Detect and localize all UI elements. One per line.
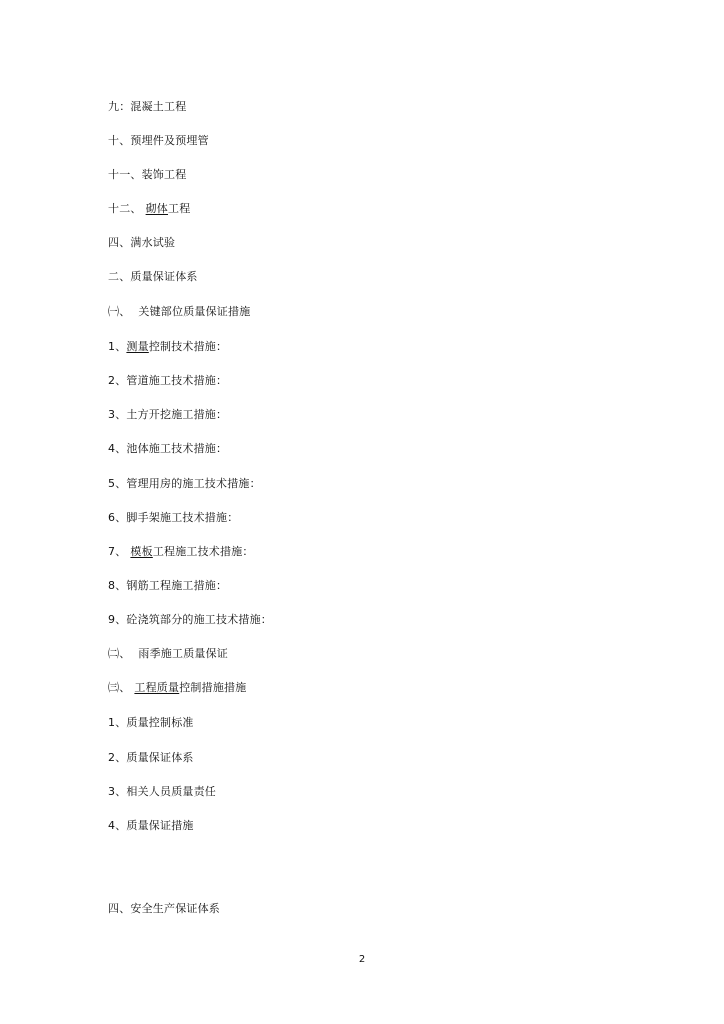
toc-line-rainy-season: ㈡、 雨季施工质量保证	[108, 647, 229, 660]
toc-line-tank-body: 4、池体施工技术措施：	[108, 442, 228, 455]
toc-line-decoration: 十一、装饰工程	[108, 168, 187, 181]
toc-line-safety-system: 四、安全生产保证体系	[108, 902, 220, 915]
toc-line-masonry: 十二、 砌体工程	[108, 202, 191, 215]
underlined-term: 砌体	[145, 202, 169, 215]
toc-line-key-parts: ㈠、 关键部位质量保证措施	[108, 305, 251, 318]
table-of-contents	[108, 0, 668, 1024]
toc-line-earthwork: 3、土方开挖施工措施：	[108, 408, 228, 421]
toc-line-water-test: 四、满水试验	[108, 236, 176, 249]
toc-line-embedded-parts: 十、预埋件及预埋管	[108, 134, 209, 147]
toc-line-quality-system: 二、质量保证体系	[108, 270, 198, 283]
toc-line-concrete: 九：混凝土工程	[108, 100, 187, 113]
toc-line-survey: 1、测量控制技术措施：	[108, 340, 228, 353]
toc-line-scaffold: 6、脚手架施工技术措施：	[108, 511, 239, 524]
toc-line-quality-measures: 4、质量保证措施	[108, 819, 194, 832]
toc-line-quality-control: ㈢、 工程质量控制措施措施	[108, 681, 247, 694]
toc-line-management-building: 5、管理用房的施工技术措施：	[108, 477, 261, 490]
toc-line-quality-standard: 1、质量控制标准	[108, 716, 194, 729]
underlined-term: 模板	[130, 545, 153, 558]
toc-line-concrete-pouring: 9、砼浇筑部分的施工技术措施：	[108, 613, 272, 626]
page-number: 2	[358, 954, 366, 965]
toc-line-pipeline: 2、管道施工技术措施：	[108, 374, 228, 387]
toc-line-rebar: 8、钢筋工程施工措施：	[108, 579, 228, 592]
toc-line-quality-assurance-system: 2、质量保证体系	[108, 751, 194, 764]
underlined-term: 工程质量	[134, 681, 180, 694]
toc-line-personnel-responsibility: 3、相关人员质量责任	[108, 785, 216, 798]
toc-line-formwork: 7、 模板工程施工技术措施：	[108, 545, 254, 558]
underlined-term: 测量	[126, 340, 149, 353]
